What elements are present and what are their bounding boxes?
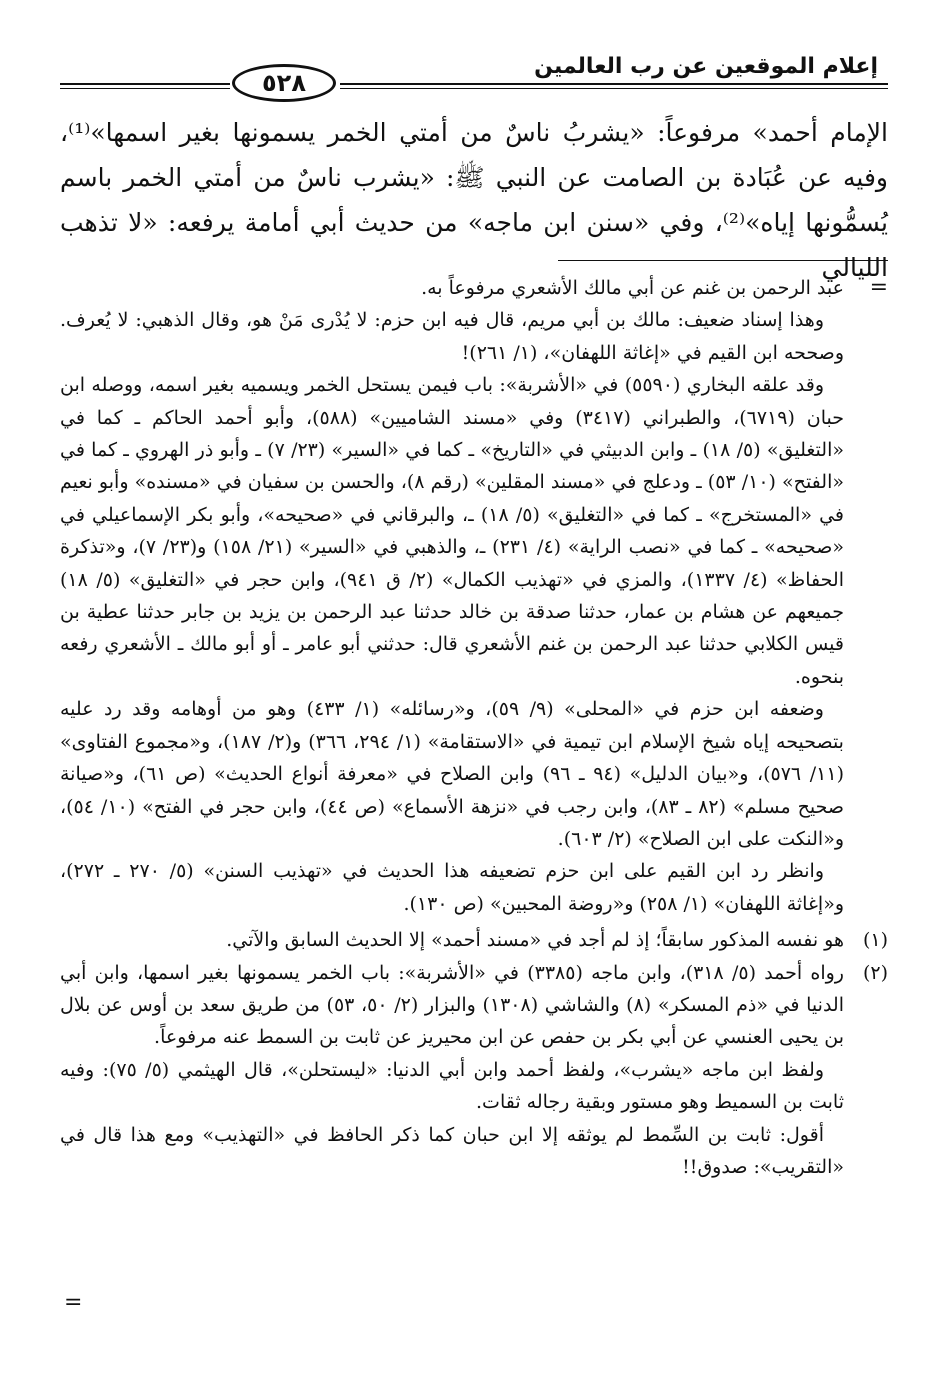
- footnote-text: هو نفسه المذكور سابقاً؛ إذ لم أجد في «مسند أحمد» إلا الحديث السابق والآتي.: [226, 929, 844, 952]
- footnote-text: رواه أحمد (٥/ ٣١٨)، وابن ماجه (٣٣٨٥) في «الأشربة»: باب الخمر يسمونها بغير اسمها، وابن أبي الدنيا في «ذم المسكر» (٨) والشاشي (١٣٠٨) والبزار (٢/ ٥٠، ٥٣) من طريق سعد بن أوس عن بلال بن يحيى العنسي عن أبي بكر بن حفص عن ابن محيريز عن ثابت بن السمط عنه مرفوعاً.: [60, 961, 844, 1049]
- footnote-separator: [558, 260, 888, 261]
- footnotes-section: [60, 272, 888, 1183]
- bottom-continuation-mark: =: [64, 1290, 83, 1315]
- footnote-number: (٢): [862, 961, 888, 984]
- page-header: [60, 40, 888, 110]
- footnote-paragraph: ولفظ ابن ماجه «يشرب»، ولفظ أحمد وابن أبي الدنيا: «ليستحلن»، قال الهيثمي (٥/ ٧٥): وفيه ثابت بن السميط وهو مستور وبقية رجاله ثقات.: [60, 1058, 844, 1114]
- footnote-paragraph: وانظر رد ابن القيم على ابن حزم تضعيفه هذا الحديث في «تهذيب السنن» (٥/ ٢٧٠ ـ ٢٧٢)، و«إغاثة اللهفان» (١/ ٢٥٨) و«روضة المحبين» (ص ١٣٠).: [60, 860, 844, 915]
- page-number: ٥٢٨: [232, 64, 336, 102]
- main-paragraph: الإمام أحمد» مرفوعاً: «يشربُ ناسٌ من أمتي الخمر يسمونها بغير اسمها»⁽¹⁾، وفيه عن عُبَادة بن الصامت عن النبي ﷺ: «يشرب ناسٌ من أمتي الخمر باسم يُسمُّونها إياه»⁽²⁾، وفي «سنن ابن ماجه» من حديث أبي أمامة يرفعه: «لا تذهب الليالي: [60, 118, 888, 282]
- main-text: [60, 110, 888, 290]
- header-rule: [60, 88, 230, 89]
- continuation-mark: =: [869, 275, 888, 300]
- running-title: إعلام الموقعين عن رب العالمين: [534, 54, 878, 79]
- footnote-item: [60, 957, 888, 1054]
- header-rule: [340, 83, 888, 85]
- footnote-paragraph: وضعفه ابن حزم في «المحلى» (٩/ ٥٩)، و«رسائله» (١/ ٤٣٣) وهو من أوهامه وقد رد عليه بتصحيحه إياه شيخ الإسلام ابن تيمية في «الاستقامة» (١/ ٢٩٤، ٣٦٦) و(٢/ ١٨٧)، و«مجموع الفتاوى» (١١/ ٥٧٦)، و«بيان الدليل» (٩٤ ـ ٩٦) وابن الصلاح في «معرفة أنواع الحديث» (ص ٦١)، و«صيانة صحيح مسلم» (٨٢ ـ ٨٣)، وابن رجب في «نزهة الأسماع» (ص ٤٤)، وابن حجر في الفتح» (١٠/ ٥٤)، و«النكت على ابن الصلاح» (٢/ ٦٠٣).: [60, 698, 844, 850]
- footnote-paragraph: وقد علقه البخاري (٥٥٩٠) في «الأشربة»: باب فيمن يستحل الخمر ويسميه بغير اسمه، ووصله ابن حبان (٦٧١٩)، والطبراني (٣٤١٧) وفي «مسند الشاميين» (٥٨٨)، وأبو أحمد الحاكم ـ كما في «التغليق» (٥/ ١٨) ـ وابن الدبيثي في «التاريخ» ـ كما في «السير» (٢٣/ ٧) ـ وأبو ذر الهروي ـ كما في «الفتح» (١٠/ ٥٣) ـ ودعلج في «مسند المقلين» (رقم ٨)، والحسن بن سفيان في «مسنده» وأبو نعيم في «المستخرج» ـ كما في «التغليق» (٥/ ١٨) ـ، والبرقاني في «صحيحه»، وأبو بكر الإسماعيلي في «صحيحه» ـ كما في «نصب الراية» (٤/ ٢٣١) ـ، والذهبي في «السير» (٢١/ ١٥٨) و(٢٣/ ٧)، و«تذكرة الحفاظ» (٤/ ١٣٣٧)، والمزي في «تهذيب الكمال» (٢/ ق ٩٤١)، وابن حجر في «التغليق» (٥/ ١٨) جميعهم عن هشام بن عمار، حدثنا صدقة بن خالد حدثنا عبد الرحمن بن يزيد بن جابر حدثنا عطية بن قيس الكلابي حدثنا عبد الرحمن بن غنم الأشعري قال: حدثني أبو عامر ـ أو أبو مالك ـ الأشعري رفعه بنحوه.: [60, 374, 844, 688]
- footnote-item: [60, 924, 888, 956]
- header-rule: [340, 88, 888, 89]
- header-rule: [60, 83, 230, 85]
- footnote-continuation: [60, 272, 888, 304]
- footnote-paragraph: أقول: ثابت بن السِّمط لم يوثقه إلا ابن حبان كما ذكر الحافظ في «التهذيب» ومع هذا قال في «التقريب»: صدوق!!: [60, 1123, 844, 1178]
- footnote-paragraph: وهذا إسناد ضعيف: مالك بن أبي مريم، قال فيه ابن حزم: لا يُدْرى مَنْ هو، وقال الذهبي: لا يُعرف. وصححه ابن القيم في «إغاثة اللهفان»، (١/ ٢٦١)!: [60, 309, 844, 364]
- footnote-number: (١): [862, 929, 888, 952]
- footnote-paragraph: عبد الرحمن بن غنم عن أبي مالك الأشعري مرفوعاً به.: [421, 277, 844, 299]
